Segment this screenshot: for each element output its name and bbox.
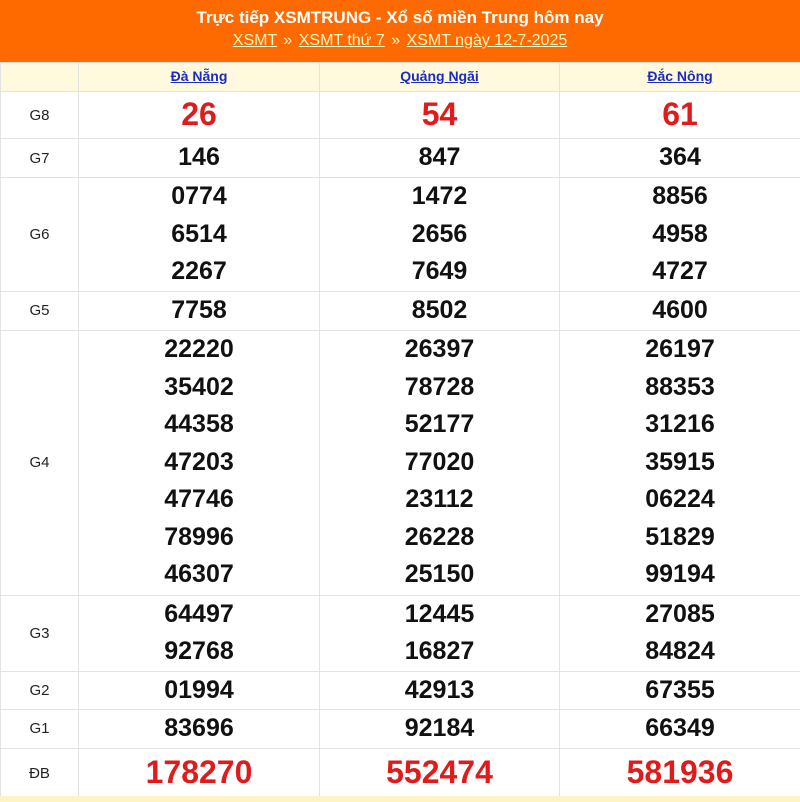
prize-row-g8 [1, 92, 800, 139]
result-number: 581936 [626, 754, 734, 791]
page-title: Trực tiếp XSMTRUNG - Xổ số miền Trung hôm nay [196, 8, 604, 27]
result-number: 552474 [386, 754, 493, 791]
result-cell [560, 595, 800, 671]
result-cell [79, 595, 320, 671]
result-cell [79, 710, 320, 749]
province-header [560, 63, 800, 92]
result-cell [320, 671, 560, 710]
result-number: 64497 [164, 599, 234, 628]
result-cell [79, 178, 320, 292]
result-number: 23112 [405, 485, 474, 514]
result-number: 88353 [645, 372, 715, 401]
result-number: 847 [418, 143, 461, 172]
result-cell [320, 330, 560, 595]
result-number: 78728 [404, 372, 475, 401]
result-cell [79, 292, 320, 331]
result-number: 26228 [404, 522, 475, 551]
province-header-row [1, 63, 800, 92]
result-number: 42913 [404, 675, 475, 704]
prize-row-g2 [1, 671, 800, 710]
prize-row-g3 [1, 595, 800, 671]
result-number: 178270 [145, 754, 253, 791]
result-number: 61 [662, 96, 698, 133]
result-number: 77020 [404, 447, 475, 476]
result-number: 44358 [164, 410, 234, 439]
result-number: 83696 [164, 714, 234, 742]
result-number: 22220 [164, 335, 234, 364]
result-number: 8856 [652, 182, 708, 211]
result-number: 16827 [404, 637, 475, 665]
prize-row-g1 [1, 710, 800, 749]
breadcrumb [0, 31, 800, 51]
result-number: 67355 [645, 675, 715, 704]
result-cell [560, 178, 800, 292]
result-number: 99194 [645, 560, 715, 589]
result-cell [560, 710, 800, 749]
result-number: 35915 [645, 447, 715, 476]
result-cell [79, 139, 320, 178]
result-number: 1472 [411, 182, 468, 211]
prize-label: G5 [1, 292, 79, 331]
result-number: 7758 [171, 296, 227, 324]
result-number: 51829 [645, 522, 715, 551]
prize-label: ĐB [1, 748, 79, 798]
result-number: 92768 [164, 637, 234, 665]
result-number: 364 [659, 143, 701, 172]
breadcrumb-xsmt[interactable]: XSMT [232, 32, 277, 49]
result-number: 06224 [645, 485, 715, 514]
prize-label: G2 [1, 671, 79, 710]
result-cell [320, 748, 560, 798]
result-number: 31216 [645, 410, 715, 439]
result-number: 01994 [164, 675, 234, 704]
result-number: 12445 [404, 599, 475, 628]
result-number: 27085 [645, 599, 715, 628]
result-number: 26 [181, 96, 217, 133]
result-number: 7649 [411, 257, 468, 286]
result-cell [560, 92, 800, 139]
result-number: 35402 [164, 372, 234, 401]
result-cell [79, 92, 320, 139]
result-number: 92184 [404, 714, 475, 742]
result-cell [560, 139, 800, 178]
prize-row-g4 [1, 330, 800, 595]
result-number: 4958 [652, 219, 708, 248]
result-cell [320, 178, 560, 292]
result-number: 4727 [652, 257, 708, 286]
result-number: 52177 [404, 410, 475, 439]
result-cell [560, 330, 800, 595]
province-link-dac-nong[interactable]: Đắc Nông [647, 68, 713, 84]
result-number: 4600 [652, 296, 708, 324]
result-number: 26197 [645, 335, 715, 364]
prize-label: G7 [1, 139, 79, 178]
result-number: 146 [178, 143, 220, 172]
province-link-quang-ngai[interactable]: Quảng Ngãi [400, 68, 479, 84]
prize-row-g6 [1, 178, 800, 292]
result-cell [560, 671, 800, 710]
result-number: 47203 [164, 447, 234, 476]
prize-label: G4 [1, 330, 79, 595]
breadcrumb-separator: » [283, 32, 293, 49]
result-number: 8502 [411, 296, 468, 324]
result-cell [320, 292, 560, 331]
prize-label: G1 [1, 710, 79, 749]
result-cell [320, 92, 560, 139]
page-header [0, 0, 800, 62]
breadcrumb-xsmt-date[interactable]: XSMT ngày 12-7-2025 [406, 32, 568, 49]
result-number: 54 [421, 96, 458, 133]
result-number: 25150 [404, 560, 475, 589]
province-header [79, 63, 320, 92]
result-cell [79, 671, 320, 710]
prize-label: G3 [1, 595, 79, 671]
result-number: 47746 [164, 485, 234, 514]
prize-label: G8 [1, 92, 79, 139]
result-cell [320, 595, 560, 671]
result-number: 2656 [411, 219, 468, 248]
province-link-da-nang[interactable]: Đà Nẵng [170, 68, 228, 84]
result-number: 46307 [164, 560, 234, 589]
bottom-border [0, 796, 800, 802]
result-number: 0774 [171, 182, 227, 211]
result-cell [320, 139, 560, 178]
result-number: 78996 [164, 522, 234, 551]
province-header [320, 63, 560, 92]
result-cell [79, 748, 320, 798]
breadcrumb-separator: » [391, 32, 401, 49]
result-number: 66349 [645, 714, 715, 742]
prize-label: G6 [1, 178, 79, 292]
result-cell [79, 330, 320, 595]
result-number: 26397 [404, 335, 475, 364]
result-number: 6514 [171, 219, 227, 248]
breadcrumb-xsmt-thu7[interactable]: XSMT thứ 7 [298, 32, 385, 49]
result-number: 84824 [645, 637, 715, 665]
results-table [0, 62, 800, 799]
result-cell [560, 748, 800, 798]
prize-row-đb [1, 748, 800, 798]
prize-row-g5 [1, 292, 800, 331]
prize-row-g7 [1, 139, 800, 178]
result-cell [320, 710, 560, 749]
corner-cell [1, 63, 79, 92]
result-number: 2267 [171, 257, 227, 286]
result-cell [560, 292, 800, 331]
